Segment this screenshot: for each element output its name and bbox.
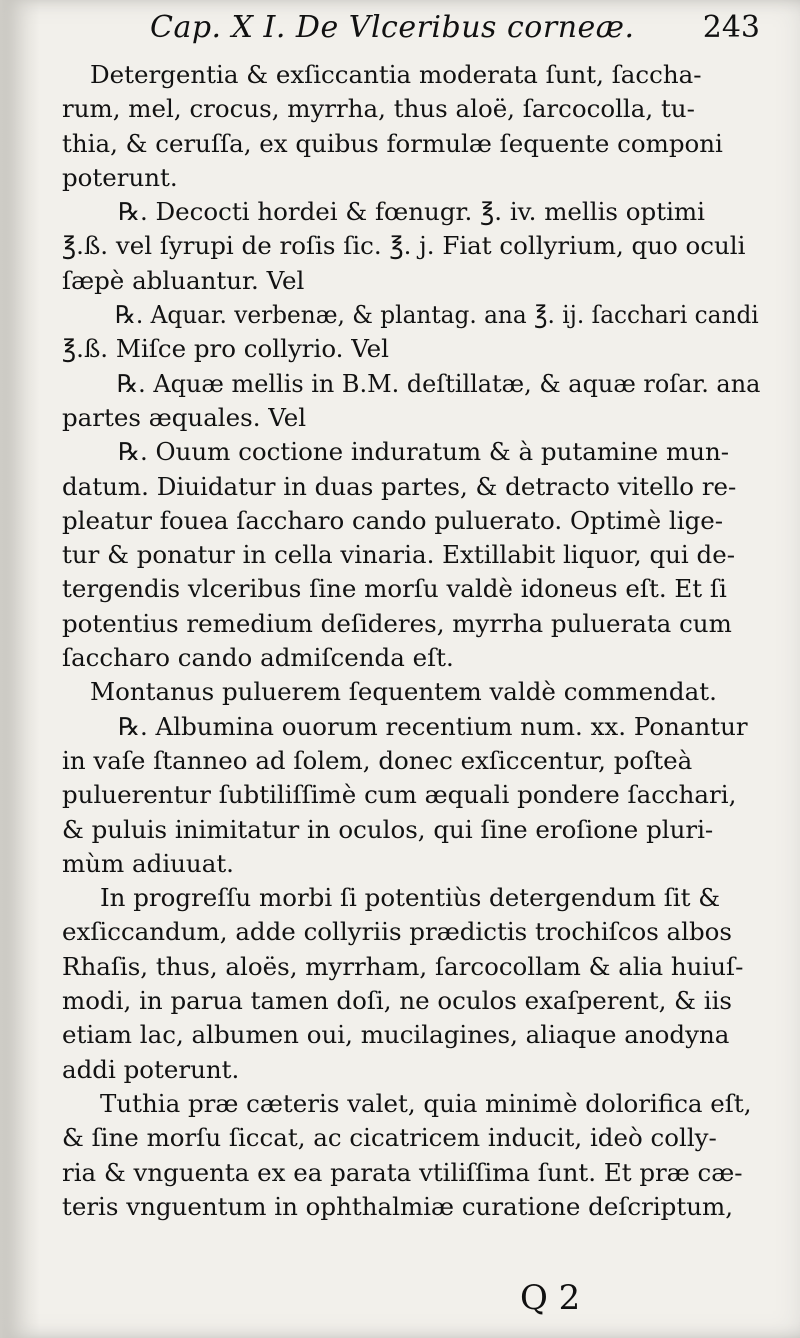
text-line: ℞. Aquar. verbenæ, & plantag. ana ℥. ij. ſacchari candi	[115, 300, 759, 330]
text-line: exſiccandum, adde collyriis prædictis trochiſcos albos	[62, 917, 733, 947]
text-line: ℞. Ouum coctione induratum & à putamine mun-	[118, 437, 730, 467]
text-line: Tuthia præ cæteris valet, quia minimè dolorifica eſt,	[100, 1088, 752, 1118]
text-line: partes æquales. Vel	[62, 402, 307, 432]
text-line: modi, in parua tamen doſi, ne oculos exaſperent, & iis	[62, 986, 733, 1016]
text-line: Rhaſis, thus, aloës, myrrham, ſarcocollam & alia huiuſ-	[62, 951, 744, 981]
text-line: ℞. Decocti hordei & fœnugr. ℥. iv. mellis optimi	[118, 197, 705, 227]
text-line: ℥.ß. vel ſyrupi de roſis ſic. ℥. j. Fiat collyrium, quo oculi	[62, 231, 746, 261]
text-line: ℞. Aquæ mellis in B.M. deſtillatæ, & aquæ roſar. ana	[116, 368, 761, 398]
text-line: & ſine morſu ſiccat, ac cicatricem inducit, ideò colly-	[62, 1123, 717, 1153]
text-line: ℥.ß. Miſce pro collyrio. Vel	[62, 334, 390, 364]
text-line: rum, mel, crocus, myrrha, thus aloë, ſarcocolla, tu-	[62, 94, 695, 124]
text-line: thia, & ceruſſa, ex quibus formulæ ſequente componi	[62, 128, 723, 158]
text-line: Detergentia & exſiccantia moderata ſunt, ſaccha-	[90, 60, 702, 89]
text-line: tergendis vlceribus ſine morſu valdè idoneus eſt. Et ſi	[62, 574, 727, 604]
running-head	[150, 10, 760, 52]
text-line: Montanus puluerem ſequentem valdè commendat.	[90, 677, 717, 707]
text-line: & puluis inimitatur in oculos, qui ſine eroſione pluri-	[62, 814, 714, 844]
text-line: potentius remedium deſideres, myrrha puluerata cum	[62, 608, 732, 638]
text-line: addi poterunt.	[62, 1054, 240, 1084]
text-line: poterunt.	[62, 162, 178, 192]
spine-shadow	[0, 0, 40, 1338]
text-line: In progreſſu morbi ſi potentiùs detergendum ſit &	[100, 883, 721, 913]
text-line: datum. Diuidatur in duas partes, & detracto vitello re-	[62, 471, 737, 501]
running-title: Cap. X I. De Vlceribus corneæ.	[150, 10, 635, 45]
text-line: teris vnguentum in ophthalmiæ curatione deſcriptum,	[62, 1191, 733, 1221]
text-line: mùm adiuuat.	[62, 848, 234, 878]
text-line: ria & vnguenta ex ea parata vtiliſſima ſunt. Et præ cæ-	[62, 1157, 743, 1187]
text-line: puluerentur ſubtiliſſimè cum æquali pondere ſacchari,	[62, 780, 737, 810]
text-line: tur & ponatur in cella vinaria. Extillabit liquor, qui de-	[62, 540, 735, 570]
text-line: etiam lac, albumen oui, mucilagines, aliaque anodyna	[62, 1020, 730, 1050]
signature-mark: Q 2	[520, 1278, 581, 1318]
text-line: ℞. Albumina ouorum recentium num. xx. Ponantur	[118, 711, 748, 741]
page-number: 243	[702, 10, 760, 45]
text-line: ſaccharo cando admiſcenda eſt.	[62, 643, 454, 673]
text-line: ſæpè abluantur. Vel	[62, 265, 305, 295]
body-text	[62, 58, 761, 1224]
text-line: in vaſe ſtanneo ad ſolem, donec exſiccentur, poſteà	[62, 745, 693, 775]
text-line: pleatur fouea ſaccharo cando puluerato. Optimè lige-	[62, 505, 724, 535]
